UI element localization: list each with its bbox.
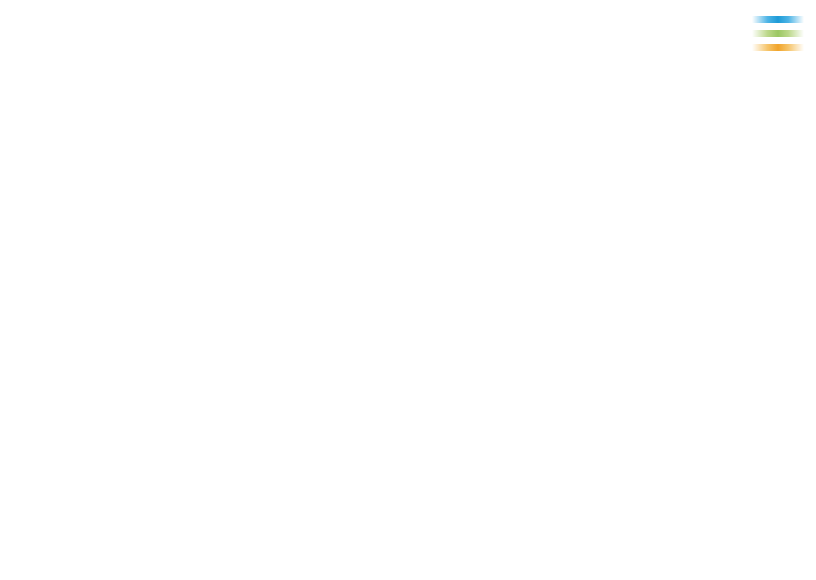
legend — [752, 12, 810, 54]
legend-swatch-blue — [752, 16, 804, 23]
legend-item-orange — [752, 40, 810, 54]
legend-swatch-green — [752, 30, 804, 37]
legend-item-blue — [752, 12, 810, 26]
legend-swatch-orange — [752, 44, 804, 51]
legend-item-green — [752, 26, 810, 40]
